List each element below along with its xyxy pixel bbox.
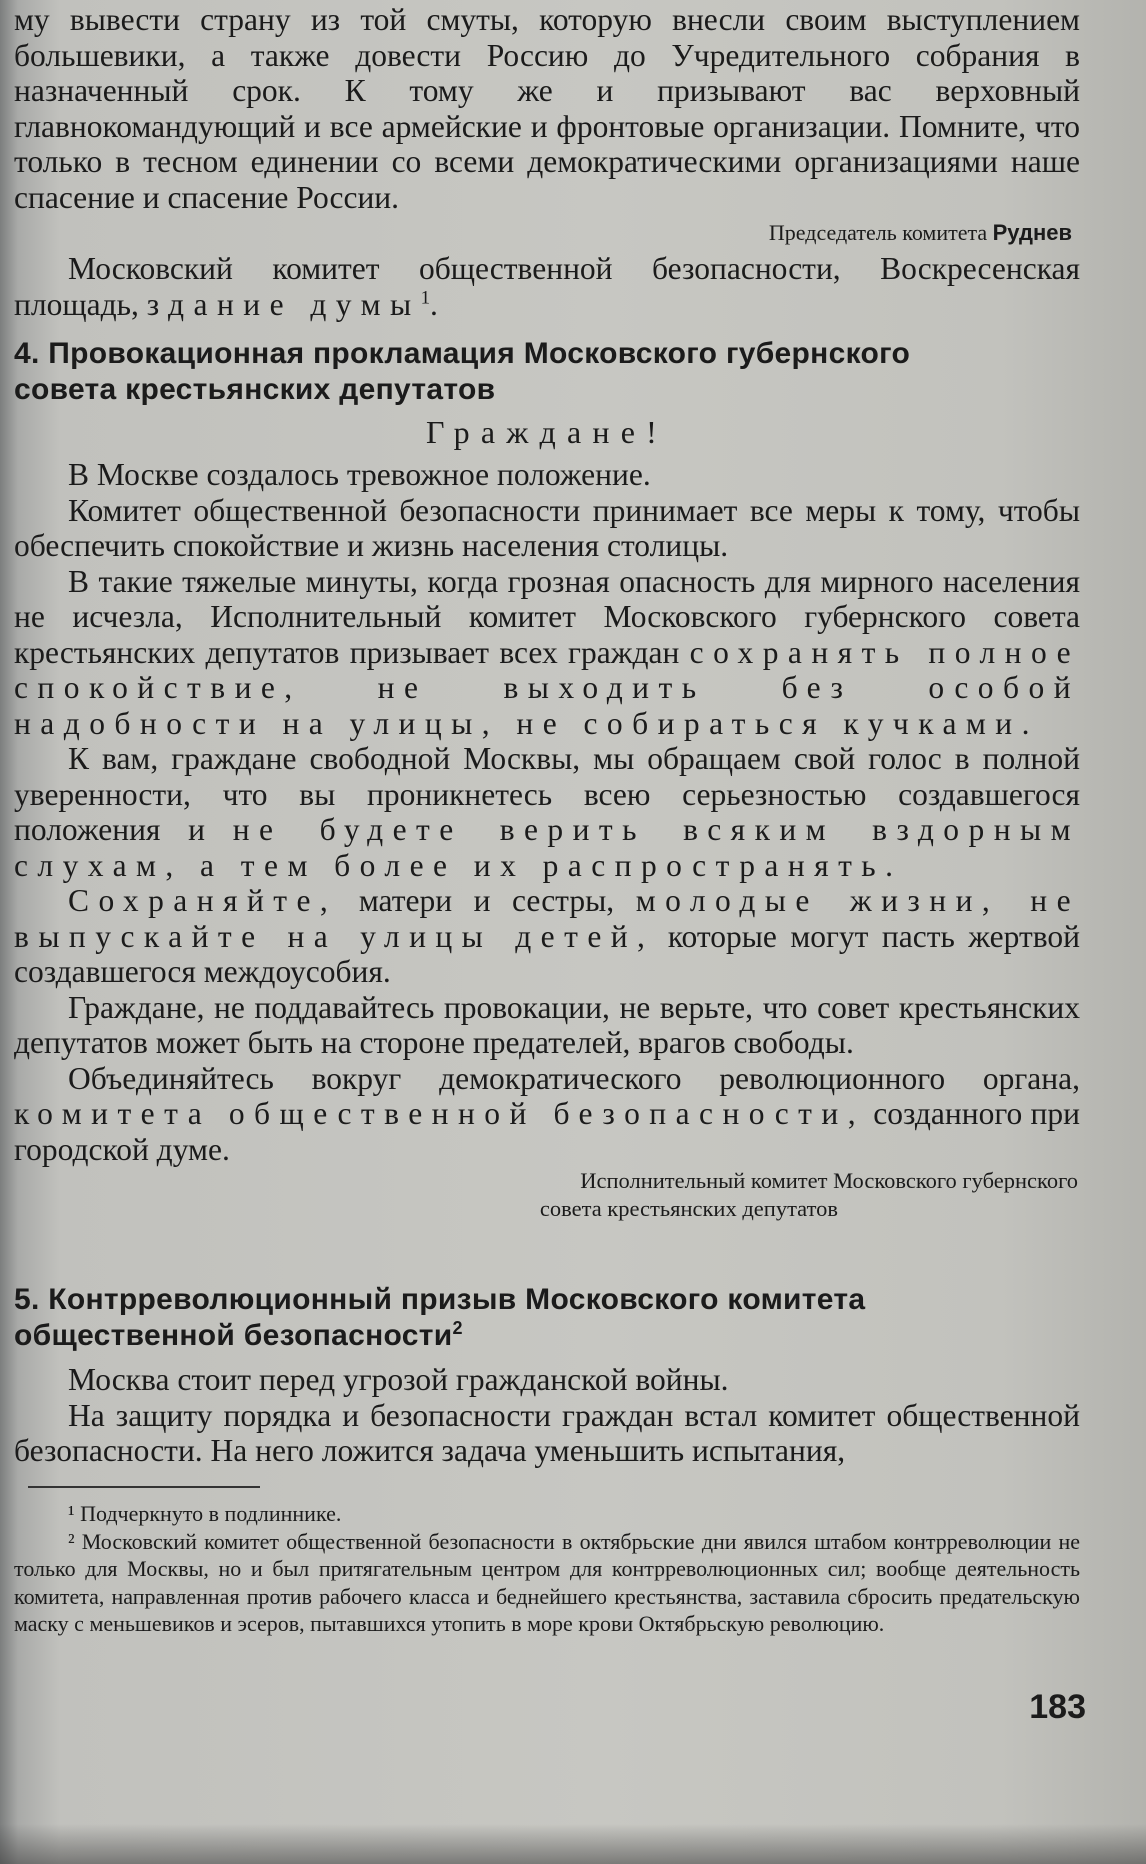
address-text: Московский комитет общественной безопасности, Воскресенская площадь, <box>14 251 1080 322</box>
s4-p3-text: В такие тяжелые минуты, когда грозная опасность для мирного населения не исчезла, Исполнительный комитет Московского губернского совета крестьянских депутатов призывает всех граждан <box>14 563 1080 670</box>
signature-prefix: Председатель комитета <box>768 220 988 245</box>
s4-paragraph-6: Граждане, не поддавайтесь провокации, не верьте, что совет крестьянских депутатов может быть на стороне предателей, врагов свободы. <box>14 989 1080 1060</box>
continued-paragraph: му вывести страну из той смуты, которую внесли своим выступлением большевики, а также довести Россию до Учредительного собрания в назначенный срок. К тому же и призывают вас верховный главнокомандующий и все армейские и фронтовые организации. Помните, что только в тесном единении со всеми демократическими организациями наше спасение и спасение России. <box>14 2 1080 215</box>
s4-signature <box>14 1167 1080 1223</box>
section-5 <box>14 1282 1080 1469</box>
salutation: Граждане! <box>425 414 669 450</box>
footnote-rule <box>28 1486 260 1488</box>
s4-signature-line-1: Исполнительный комитет Московского губернского <box>580 1168 1078 1193</box>
s4-p7-text-a: Объединяйтесь вокруг демократического революционного органа, <box>68 1060 1080 1096</box>
s4-signature-line-2: совета крестьянских депутатов <box>539 1196 838 1221</box>
s4-paragraph-1: В Москве создалось тревожное положение. <box>68 457 651 492</box>
section-4-heading: 4. Провокационная прокламация Московского губернского совета крестьянских депутатов <box>14 337 911 406</box>
section-5-heading <box>14 1282 894 1354</box>
s4-p7-spaced: комитета общественной безопасности, <box>14 1096 866 1131</box>
page-number: 183 <box>1029 1688 1086 1726</box>
footnote-mark-1: 1 <box>420 287 431 308</box>
address-end: . <box>430 286 438 322</box>
footnote-2: ² Московский комитет общественной безопасности в октябрьские дни явился штабом контрреволюции не только для Москвы, но и был притягательным центром для контрреволюционных сил; вообще деятельность комитета, направленная против рабочего класса и беднейшего крестьянства, заставила сбросить предательскую маску с меньшевиков и эсеров, пытавшихся утопить в море крови Октябрьскую революцию. <box>14 1528 1080 1636</box>
footnote-1: ¹ Подчеркнуто в подлиннике. <box>68 1501 342 1526</box>
s4-paragraph-3 <box>14 564 1080 742</box>
s4-p5-spaced-c: молодые жизни, не выпускайте на улицы детей, <box>14 883 1080 954</box>
s4-p4-text: К вам, граждане свободной Москвы, мы обращаем свой голос в полной уверенности, что вы проникнетесь всею серьезностью создавшегося положения и <box>14 741 1080 847</box>
s4-p4-spaced: не будете верить всяким вздорным слухам, а тем более их распространять. <box>14 812 1081 883</box>
section-4 <box>14 336 1080 1223</box>
top-section <box>14 2 1080 322</box>
s4-p3-spaced: сохранять полное спокойствие, не выходить без особой надобности на улицы, не собираться кучками. <box>14 634 1080 741</box>
s4-paragraph-5 <box>14 883 1080 990</box>
s4-p5-text-b: матери и сестры, <box>358 883 615 918</box>
s5-paragraph-1: Москва стоит перед угрозой гражданской войны. <box>68 1362 729 1397</box>
section-5-heading-text: 5. Контрреволюционный призыв Московского комитета общественной безопасности <box>14 1283 866 1352</box>
s4-paragraph-4 <box>14 741 1080 883</box>
footnote-mark-2: 2 <box>452 1318 463 1338</box>
address-paragraph <box>14 251 1080 322</box>
s4-p5-text-d: которые могут пасть жертвой создавшегося междоусобия. <box>14 918 1080 989</box>
s4-p5-spaced-a: Сохраняйте, <box>68 883 338 918</box>
s4-p7-text-c: созданного при городской думе. <box>14 1096 1080 1167</box>
s4-paragraph-2: Комитет общественной безопасности принимает все меры к тому, чтобы обеспечить спокойствие и жизнь населения столицы. <box>14 492 1080 563</box>
signature-chairman <box>14 219 1072 247</box>
signature-name: Руднев <box>992 220 1072 245</box>
address-spaced: здание думы <box>146 286 421 322</box>
s5-paragraph-2: На защиту порядка и безопасности граждан встал комитет общественной безопасности. На него ложится задача уменьшить испытания, <box>14 1397 1080 1468</box>
footnotes <box>14 1476 1080 1638</box>
s4-paragraph-7 <box>14 1061 1080 1168</box>
